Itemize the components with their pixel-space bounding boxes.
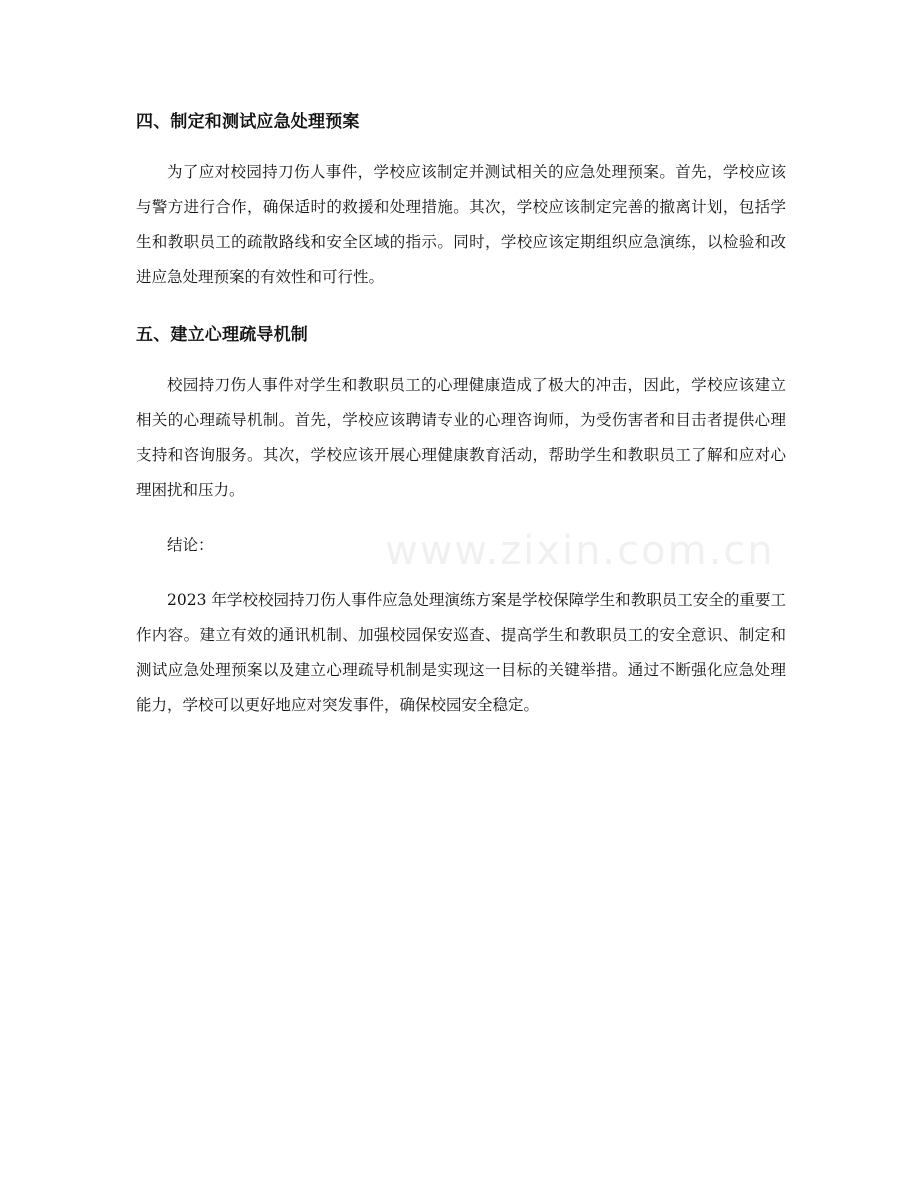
section-heading-4: 四、制定和测试应急处理预案 (136, 112, 360, 132)
section-paragraph-4: 为了应对校园持刀伤人事件，学校应该制定并测试相关的应急处理预案。首先，学校应该与警方进行合作，确保适时的救援和处理措施。其次，学校应该制定完善的撤离计划，包括学生和教职员工的疏散路线和安全区域的指示。同时，学校应该定期组织应急演练，以检验和改进应急处理预案的有效性和可行性。 (136, 163, 786, 286)
conclusion-paragraph: 2023 年学校校园持刀伤人事件应急处理演练方案是学校保障学生和教职员工安全的重要工作内容。建立有效的通讯机制、加强校园保安巡查、提高学生和教职员工的安全意识、制定和测试应急处理预案以及建立心理疏导机制是实现这一目标的关键举措。通过不断强化应急处理能力，学校可以更好地应对突发事件，确保校园安全稳定。 (136, 591, 786, 714)
section-paragraph-5: 校园持刀伤人事件对学生和教职员工的心理健康造成了极大的冲击，因此，学校应该建立相关的心理疏导机制。首先，学校应该聘请专业的心理咨询师，为受伤害者和目击者提供心理支持和咨询服务。其次，学校应该开展心理健康教育活动，帮助学生和教职员工了解和应对心理困扰和压力。 (136, 376, 786, 499)
document-body (136, 102, 786, 723)
watermark: www.zixin.com.cn (385, 528, 775, 574)
section-heading-5: 五、建立心理疏导机制 (136, 325, 308, 345)
conclusion-label: 结论： (167, 536, 214, 554)
